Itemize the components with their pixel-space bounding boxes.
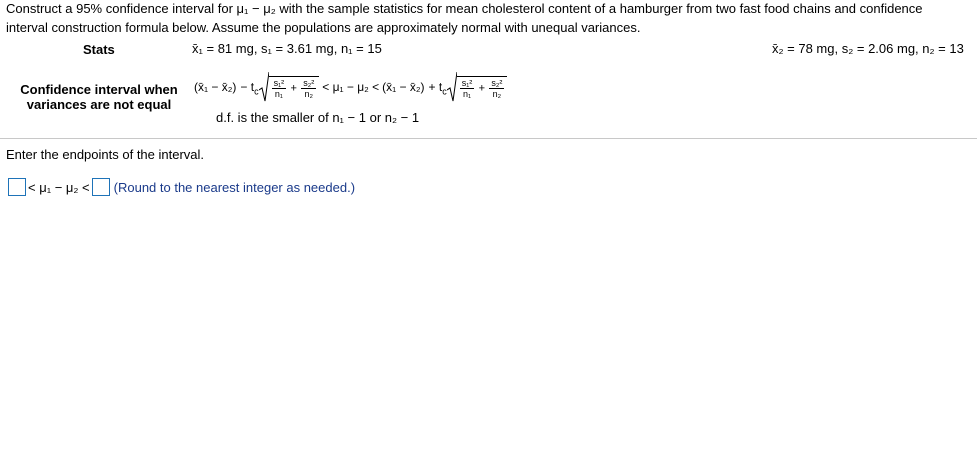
frac-s1-n1-right: $\frac{\text{s₁²}}{\text{n₁}}$: [461, 77, 473, 99]
formula-label-line1: Confidence interval when: [20, 82, 178, 97]
answer-middle: < μ₁ − μ₂ <: [28, 179, 90, 195]
rounding-hint: (Round to the nearest integer as needed.): [113, 179, 356, 195]
question-line-1: [6, 1, 923, 16]
question-prefix: Construct a 95% confidence interval for: [6, 1, 233, 16]
df-note: d.f. is the smaller of n₁ − 1 or n₂ − 1: [216, 110, 420, 125]
question-suffix: with the sample statistics for mean cholesterol content of a hamburger from two fast food chains and confidence: [279, 1, 923, 16]
lhs-diff: (x̄₁ − x̄₂): [194, 80, 237, 94]
lower-endpoint-input[interactable]: [8, 178, 26, 196]
sqrt-term-left: $\frac{\text{s₁²}}{\text{n₁}}$ + $\frac{\text{s₂²}}{\text{n₂}}$: [259, 72, 320, 102]
sqrt-term-right: $\frac{\text{s₁²}}{\text{n₁}}$ + $\frac{\text{s₂²}}{\text{n₂}}$: [447, 72, 508, 102]
frac-s2-n2: $\frac{\text{s₂²}}{\text{n₂}}$: [303, 77, 315, 99]
formula-middle: < μ₁ − μ₂ <: [322, 80, 380, 94]
stats-label: Stats: [83, 42, 115, 57]
section-divider: [0, 138, 977, 139]
ci-formula: [194, 68, 507, 106]
upper-endpoint-input[interactable]: [92, 178, 110, 196]
sample1-stats: x̄₁ = 81 mg, s₁ = 3.61 mg, n₁ = 15: [192, 41, 382, 56]
frac-s1-n1: $\frac{\text{s₁²}}{\text{n₁}}$: [273, 77, 285, 99]
frac-s2-n2-right: $\frac{\text{s₂²}}{\text{n₂}}$: [491, 77, 503, 99]
answer-prompt: Enter the endpoints of the interval.: [6, 147, 205, 162]
question-mu-diff: μ₁ − μ₂: [236, 1, 276, 16]
formula-label-line2: variances are not equal: [26, 97, 172, 112]
rhs-diff: (x̄₁ − x̄₂): [382, 80, 425, 94]
question-line-2: interval construction formula below. Assume the populations are approximately normal with unequal variances.: [6, 20, 641, 35]
sample2-stats: x̄₂ = 78 mg, s₂ = 2.06 mg, n₂ = 13: [772, 41, 964, 56]
plus-tc: + $t_c$: [428, 80, 447, 97]
answer-row: [8, 178, 355, 196]
minus-tc: − $t_c$: [240, 80, 259, 97]
formula-label: [19, 82, 179, 112]
